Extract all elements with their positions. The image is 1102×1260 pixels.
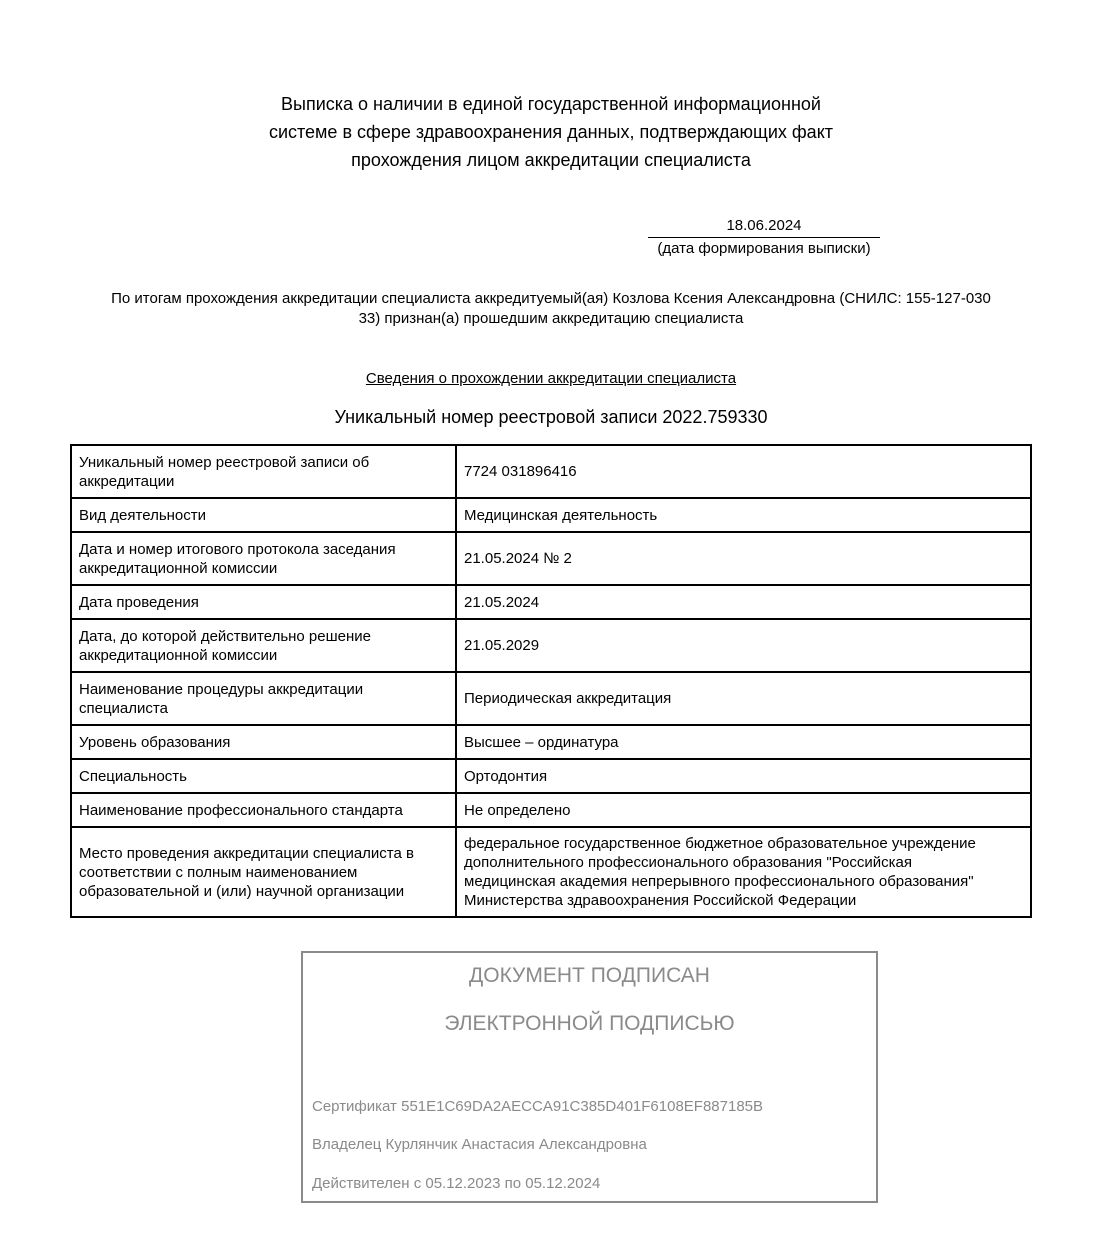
- row-value: 21.05.2029: [456, 619, 1031, 672]
- table-row: [71, 445, 1031, 498]
- row-label: Место проведения аккредитации специалиста в соответствии с полным наименованием образовательной и (или) научной организации: [71, 827, 456, 917]
- row-label: Уровень образования: [71, 725, 456, 759]
- intro-paragraph: [70, 289, 1032, 329]
- table-row: [71, 827, 1031, 917]
- row-value: федеральное государственное бюджетное образовательное учреждение дополнительного профессионального образования "Российская медицинская академия непрерывного профессионального образования" Министерства здравоохранения Российской Федерации: [456, 827, 1031, 917]
- table-row: [71, 532, 1031, 585]
- stamp-certificate: Сертификат 551E1C69DA2AECCA91C385D401F6108EF887185B: [312, 1098, 764, 1115]
- stamp-validity: Действителен с 05.12.2023 по 05.12.2024: [312, 1175, 601, 1192]
- row-value: Периодическая аккредитация: [456, 672, 1031, 725]
- table-row: [71, 793, 1031, 827]
- date-block: [648, 216, 880, 259]
- title-line: Выписка о наличии в единой государственной информационной: [281, 94, 821, 114]
- stamp-owner: Владелец Курлянчик Анастасия Александровна: [312, 1136, 647, 1153]
- electronic-signature-stamp: [301, 951, 878, 1203]
- statement-date-caption: (дата формирования выписки): [657, 240, 871, 257]
- table-row: [71, 759, 1031, 793]
- row-label: Наименование процедуры аккредитации специалиста: [71, 672, 456, 725]
- table-row: [71, 585, 1031, 619]
- title-line: прохождения лицом аккредитации специалиста: [351, 150, 751, 170]
- row-label: Дата и номер итогового протокола заседания аккредитационной комиссии: [71, 532, 456, 585]
- title-line: системе в сфере здравоохранения данных, подтверждающих факт: [268, 122, 834, 142]
- row-value: Ортодонтия: [456, 759, 1031, 793]
- row-value: 21.05.2024 № 2: [456, 532, 1031, 585]
- row-value: 21.05.2024: [456, 585, 1031, 619]
- row-value: Медицинская деятельность: [456, 498, 1031, 532]
- row-label: Дата, до которой действительно решение аккредитационной комиссии: [71, 619, 456, 672]
- row-value: 7724 031896416: [456, 445, 1031, 498]
- table-row: [71, 619, 1031, 672]
- row-label: Уникальный номер реестровой записи об аккредитации: [71, 445, 456, 498]
- stamp-title-line: ЭЛЕКТРОННОЙ ПОДПИСЬЮ: [444, 1012, 735, 1035]
- section-heading: Сведения о прохождении аккредитации специалиста: [365, 370, 737, 387]
- table-row: [71, 725, 1031, 759]
- row-label: Наименование профессионального стандарта: [71, 793, 456, 827]
- row-value: Не определено: [456, 793, 1031, 827]
- row-label: Специальность: [71, 759, 456, 793]
- table-row: [71, 672, 1031, 725]
- statement-date: 18.06.2024: [648, 216, 880, 238]
- row-label: Дата проведения: [71, 585, 456, 619]
- accreditation-table: [70, 444, 1032, 918]
- registry-number: Уникальный номер реестровой записи 2022.759330: [334, 407, 768, 427]
- table-row: [71, 498, 1031, 532]
- intro-line: 33) признан(а) прошедшим аккредитацию специалиста: [358, 310, 744, 327]
- stamp-title-line: ДОКУМЕНТ ПОДПИСАН: [469, 964, 710, 987]
- row-label: Вид деятельности: [71, 498, 456, 532]
- row-value: Высшее – ординатура: [456, 725, 1031, 759]
- document-title: [0, 90, 1102, 174]
- intro-line: По итогам прохождения аккредитации специалиста аккредитуемый(ая) Козлова Ксения Александровна (СНИЛС: 155-127-030: [111, 290, 991, 307]
